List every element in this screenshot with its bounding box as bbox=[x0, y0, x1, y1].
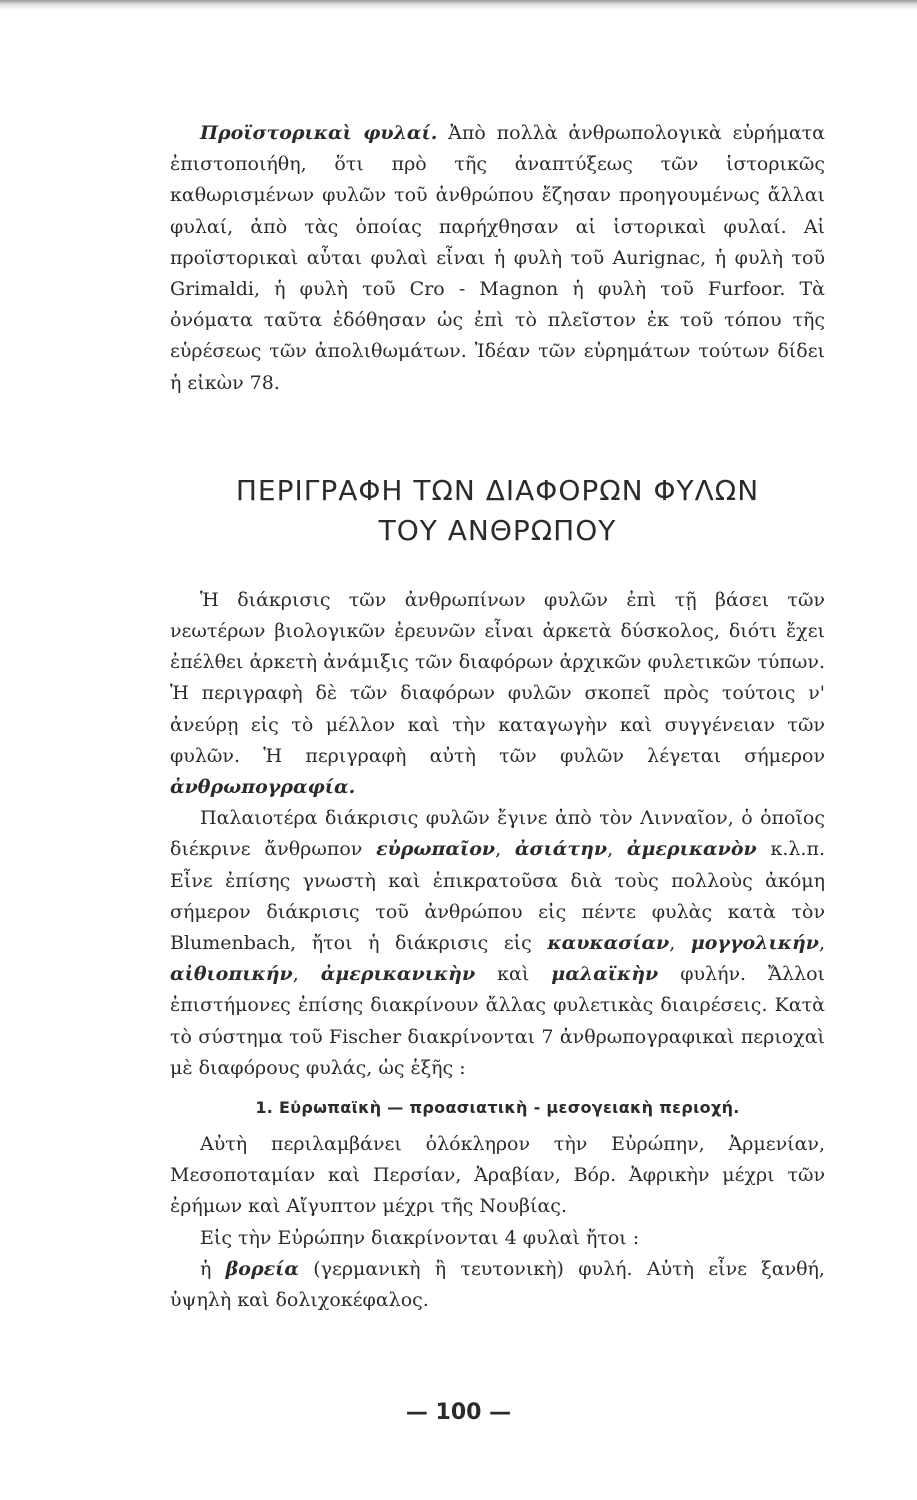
term-anthropography: ἀνθρωπογραφία. bbox=[170, 776, 356, 799]
paragraph-classifications: Παλαιοτέρα διάκρισις φυλῶν ἔγινε ἀπὸ τὸν Λινναῖον, ὁ ὁποῖος διέκρινε ἄνθρωπον εὐρωπαῖον, ἀσιάτην, ἀμερικανὸν κ.λ.π. Εἶνε ἐπίσης γνωστὴ καὶ ἐπικρατοῦσα διὰ τοὺς πολλοὺς ἀκόμη σήμερον διάκρισις τοῦ ἀνθρώπου εἰς πέντε φυλὰς κατὰ τὸν Blumenbach, ἤτοι ἡ διάκρισις εἰς καυκασίαν, μογγολικήν, αἰθιοπικήν, ἀμερικανικὴν καὶ μαλαϊκὴν φυλήν. Ἄλλοι ἐπιστήμονες ἐπίσης διακρίνουν ἄλλας φυλετικὰς διαιρέσεις. Κατὰ τὸ σύστημα τοῦ Fischer διακρίνονται 7 ἀνθρωπογραφικαὶ περιοχαὶ μὲ διαφόρους φυλάς, ὡς ἑξῆς : bbox=[170, 807, 825, 1079]
page-body bbox=[170, 118, 825, 1316]
section-heading-line1: ΠΕΡΙΓΡΑΦΗ ΤΩΝ ΔΙΑΦΟΡΩΝ ΦΥΛΩΝ bbox=[235, 473, 760, 507]
paragraph-northern-race: ἡ βορεία (γερμανικὴ ἢ τευτονικὴ) φυλή. Αὐτὴ εἶνε ξανθή, ὑψηλὴ καὶ δολιχοκέφαλος. bbox=[170, 1257, 825, 1312]
page-top-edge bbox=[0, 0, 917, 10]
region-subheading: 1. Εὐρωπαϊκὴ — προασιατικὴ - μεσογειακὴ περιοχή. bbox=[255, 1098, 740, 1118]
section-heading-line2: ΤΟΥ ΑΝΘΡΩΠΟΥ bbox=[378, 513, 617, 547]
paragraph-region-extent: Αὐτὴ περιλαμβάνει ὁλόκληρον τὴν Εὐρώπην, Ἀρμενίαν, Μεσοποταμίαν καὶ Περσίαν, Ἀραβίαν, Βόρ. Ἀφρικὴν μέχρι τῶν ἐρήμων καὶ Αἴγυπτον μέχρι τῆς Νουβίας. bbox=[170, 1133, 825, 1218]
paragraph-prehistoric-races: Προϊστορικαὶ φυλαί. Ἀπὸ πολλὰ ἀνθρωπολογικὰ εὑρήματα ἐπιστοποιήθη, ὅτι πρὸ τῆς ἀναπτύξεως τῶν ἱστορικῶς καθωρισμένων φυλῶν τοῦ ἀνθρώπου ἔζησαν προηγουμένως ἄλλαι φυλαί, ἀπὸ τὰς ὁποίας παρήχθησαν αἱ ἱστορικαὶ φυλαί. Αἱ προϊστορικαὶ αὗται φυλαὶ εἶναι ἡ φυλὴ τοῦ Aurignac, ἡ φυλὴ τοῦ Grimaldi, ἡ φυλὴ τοῦ Cro - Magnon ἡ φυλὴ τοῦ Furfoor. Τὰ ὀνόματα ταῦτα ἐδόθησαν ὡς ἐπὶ τὸ πλεῖστον ἐκ τοῦ τόπου τῆς εὑρέσεως τῶν ἀπολιθωμάτων. Ἰδέαν τῶν εὑρημάτων τούτων δίδει ἡ εἰκὼν 78. bbox=[170, 122, 826, 394]
paragraph-europe-races: Εἰς τὴν Εὐρώπην διακρίνονται 4 φυλαὶ ἤτοι : bbox=[200, 1226, 640, 1249]
page-number: — 100 — bbox=[405, 1400, 512, 1425]
paragraph-race-distinction: Ἡ διάκρισις τῶν ἀνθρωπίνων φυλῶν ἐπὶ τῇ βάσει τῶν νεωτέρων βιολογικῶν ἐρευνῶν εἶναι ἀρκετὰ δύσκολος, διότι ἔχει ἐπέλθει ἀρκετὴ ἀνάμιξις τῶν διαφόρων ἀρχικῶν φυλετικῶν τύπων. Ἡ περιγραφὴ δὲ τῶν διαφόρων φυλῶν σκοπεῖ πρὸς τούτοις ν' ἀνεύρῃ εἰς τὸ μέλλον καὶ τὴν καταγωγὴν καὶ συγγένειαν τῶν φυλῶν. Ἡ περιγραφὴ αὐτὴ τῶν φυλῶν λέγεται σήμερον ἀνθρωπογραφία. bbox=[170, 588, 825, 799]
paragraph-lead-heading: Προϊστορικαὶ φυλαί. bbox=[200, 122, 438, 144]
section-heading bbox=[170, 471, 825, 551]
